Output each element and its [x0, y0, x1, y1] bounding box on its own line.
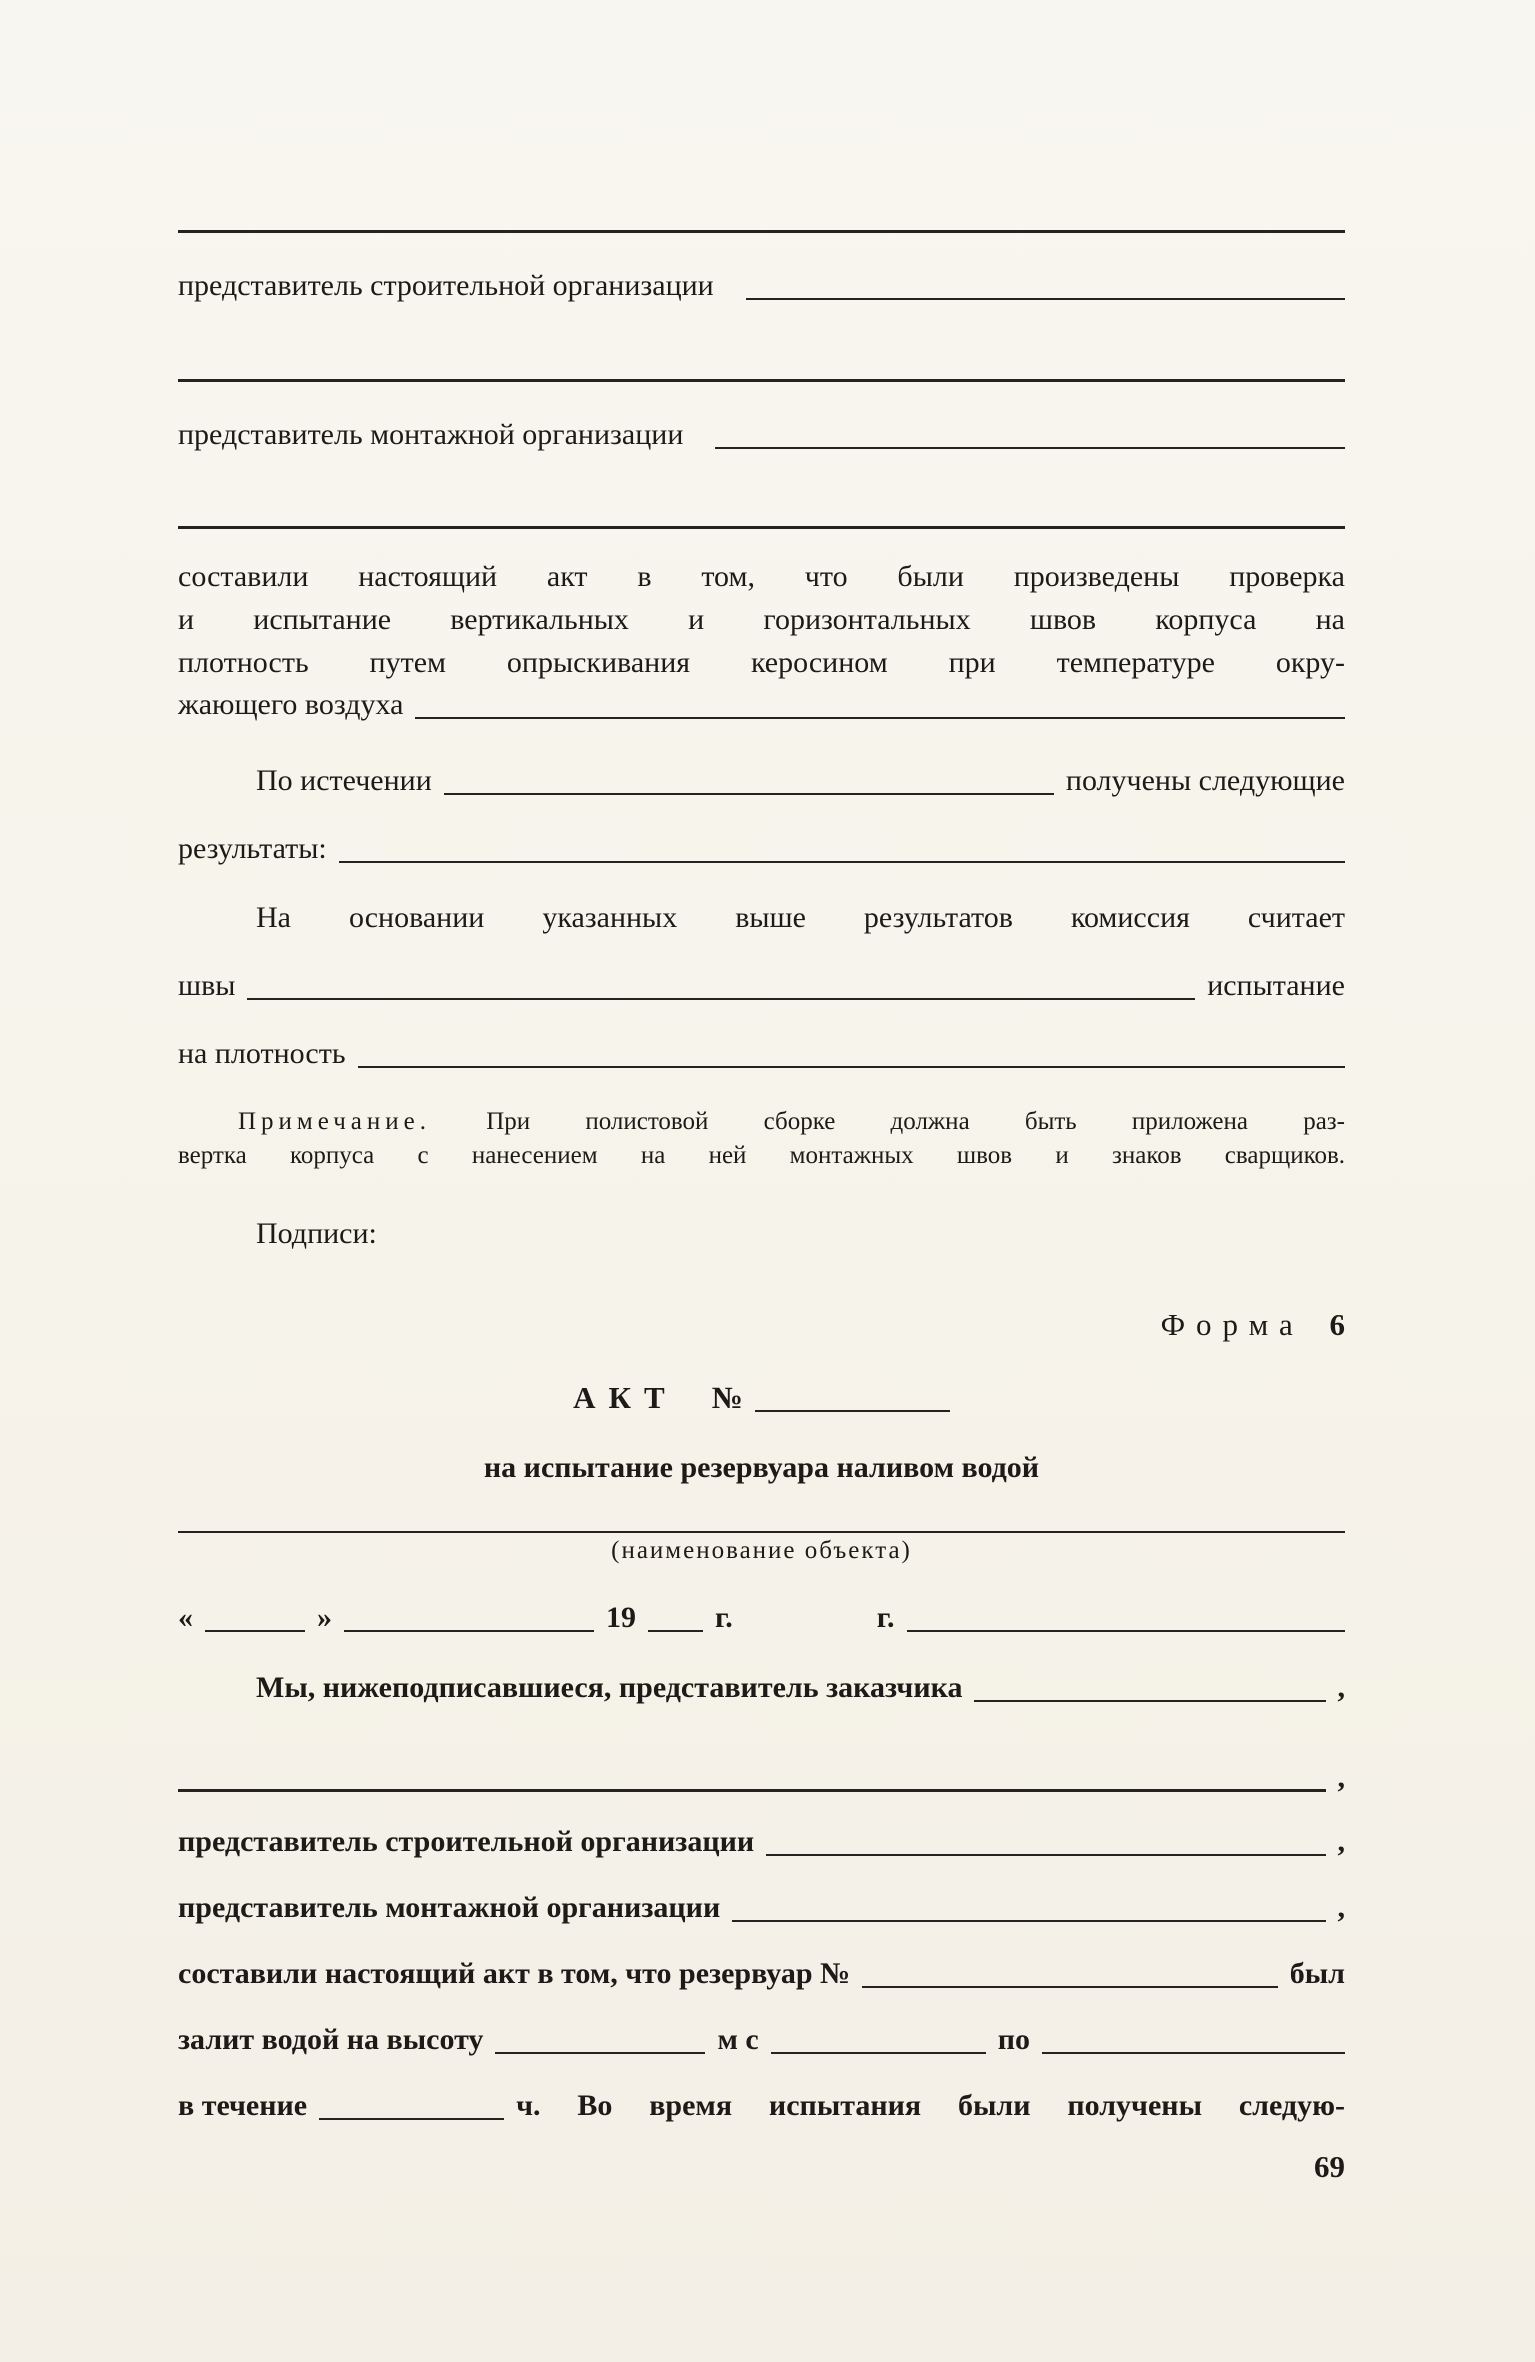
customer-representative-line: [178, 1667, 1345, 1709]
results-label: результаты:: [178, 832, 327, 865]
act-number-blank: [755, 1410, 950, 1412]
act-number-sign: №: [711, 1380, 743, 1415]
date-day-blank: [205, 1630, 305, 1632]
builder-representative-line-2: [178, 1821, 1345, 1863]
installer-representative-blank: [715, 447, 1345, 449]
builder-representative-label-2: представитель строительной организации: [178, 1825, 755, 1858]
density-blank: [358, 1066, 1345, 1068]
trailing-comma-2: ,: [1337, 1761, 1345, 1794]
note-line-2: вертка корпуса с нанесением на ней монтажных швов и знаков сварщиков.: [178, 1142, 1345, 1169]
page-number: 69: [1314, 2149, 1345, 2184]
note-line-1: [178, 1105, 1345, 1139]
duration-blank: [319, 2118, 504, 2120]
tank-number-blank: [862, 1986, 1278, 1988]
installer-representative-line-2: [178, 1887, 1345, 1929]
act-subtitle: на испытание резервуара наливом водой: [483, 1451, 1040, 1484]
act-title-word: АКТ: [573, 1380, 678, 1415]
separator-rule-2: [178, 379, 1345, 382]
trailing-comma-1: ,: [1337, 1671, 1345, 1704]
form6-act-section: [178, 1307, 1345, 2185]
note-block: [178, 1105, 1345, 1173]
seams-suffix: испытание: [1207, 969, 1345, 1002]
fill-end-blank: [1042, 2052, 1345, 2054]
builder-representative-label: представитель строительной организации: [178, 269, 714, 302]
elapsed-time-line: [178, 760, 1345, 802]
seams-blank: [247, 998, 1195, 1000]
elapsed-time-blank: [444, 793, 1054, 795]
fill-meters-label: м с: [717, 2023, 759, 2056]
installer-representative-line: [178, 414, 1345, 456]
fill-height-label: залит водой на высоту: [178, 2023, 484, 2056]
tank-number-label: составили настоящий акт в том, что резервуар №: [178, 1957, 851, 1990]
results-blank: [339, 861, 1345, 863]
note-title: Примечание.: [238, 1108, 432, 1135]
form5-act-section: [178, 230, 1345, 1255]
act-paragraph-line-3: плотность путем опрыскивания керосином при температуре окру-: [178, 646, 1345, 679]
fill-start-blank: [771, 2052, 986, 2054]
builder-representative-blank-2: [766, 1854, 1325, 1856]
fill-to-label: по: [997, 2023, 1030, 2056]
city-blank: [907, 1630, 1346, 1632]
act-paragraph-line-4: [178, 684, 1345, 726]
date-and-city-line: [178, 1597, 1345, 1639]
elapsed-time-suffix: получены следующие: [1065, 764, 1345, 797]
duration-label: в течение: [178, 2089, 308, 2122]
note-text-part-1: При полистовой сборке должна быть приложена раз-: [486, 1108, 1345, 1135]
installer-representative-label-2: представитель монтажной организации: [178, 1891, 721, 1924]
act-title-line: [178, 1377, 1345, 1419]
installer-representative-label: представитель монтажной организации: [178, 418, 684, 451]
trailing-comma-3: ,: [1337, 1825, 1345, 1858]
customer-name-continuation-line: [178, 1757, 1345, 1799]
object-name-caption: (наименование объекта): [611, 1537, 912, 1564]
results-line: [178, 828, 1345, 870]
customer-name-blank: [178, 1789, 1326, 1792]
seams-line: [178, 965, 1345, 1007]
fill-height-blank: [495, 2052, 705, 2054]
city-label: г.: [876, 1601, 895, 1634]
customer-representative-label: Мы, нижеподписавшиеся, представитель заказчика: [256, 1671, 963, 1704]
date-month-blank: [344, 1630, 594, 1632]
signatures-label: Подписи:: [256, 1217, 377, 1250]
density-line: [178, 1033, 1345, 1075]
customer-representative-blank: [974, 1700, 1325, 1702]
date-quote-close: »: [317, 1601, 332, 1634]
date-year-prefix: 19: [606, 1601, 636, 1634]
elapsed-time-label: По истечении: [256, 764, 432, 797]
builder-representative-line: [178, 265, 1345, 307]
act-paragraph-line-1: составили настоящий акт в том, что были произведены проверка: [178, 560, 1345, 593]
duration-suffix: ч. Во время испытания были получены следую-: [516, 2089, 1345, 2122]
commission-basis-line: На основании указанных выше результатов комиссия считает: [256, 901, 1345, 934]
act-paragraph-line-2: и испытание вертикальных и горизонтальных швов корпуса на: [178, 603, 1345, 636]
air-temperature-label: жающего воздуха: [178, 688, 404, 721]
form-number-heading: [178, 1307, 1345, 1343]
act-body-paragraph: [178, 555, 1345, 726]
signatures-line: [178, 1213, 1345, 1255]
date-quote-open: «: [178, 1601, 193, 1634]
density-label: на плотность: [178, 1037, 346, 1070]
water-fill-line: [178, 2019, 1345, 2061]
tank-number-line: [178, 1953, 1345, 1995]
tank-number-suffix: был: [1289, 1957, 1345, 1990]
form-word: Форма: [1160, 1307, 1304, 1342]
object-name-rule: [178, 1531, 1345, 1533]
separator-rule-1: [178, 230, 1345, 233]
installer-representative-blank-2: [732, 1920, 1325, 1922]
date-year-suffix: г.: [715, 1601, 733, 1634]
duration-line: [178, 2085, 1345, 2127]
form-number: 6: [1329, 1307, 1345, 1342]
air-temperature-blank: [415, 717, 1345, 719]
separator-rule-3: [178, 526, 1345, 529]
seams-label: швы: [178, 969, 236, 1002]
trailing-comma-4: ,: [1337, 1891, 1345, 1924]
date-year-blank: [648, 1630, 703, 1632]
builder-representative-blank: [746, 298, 1345, 300]
